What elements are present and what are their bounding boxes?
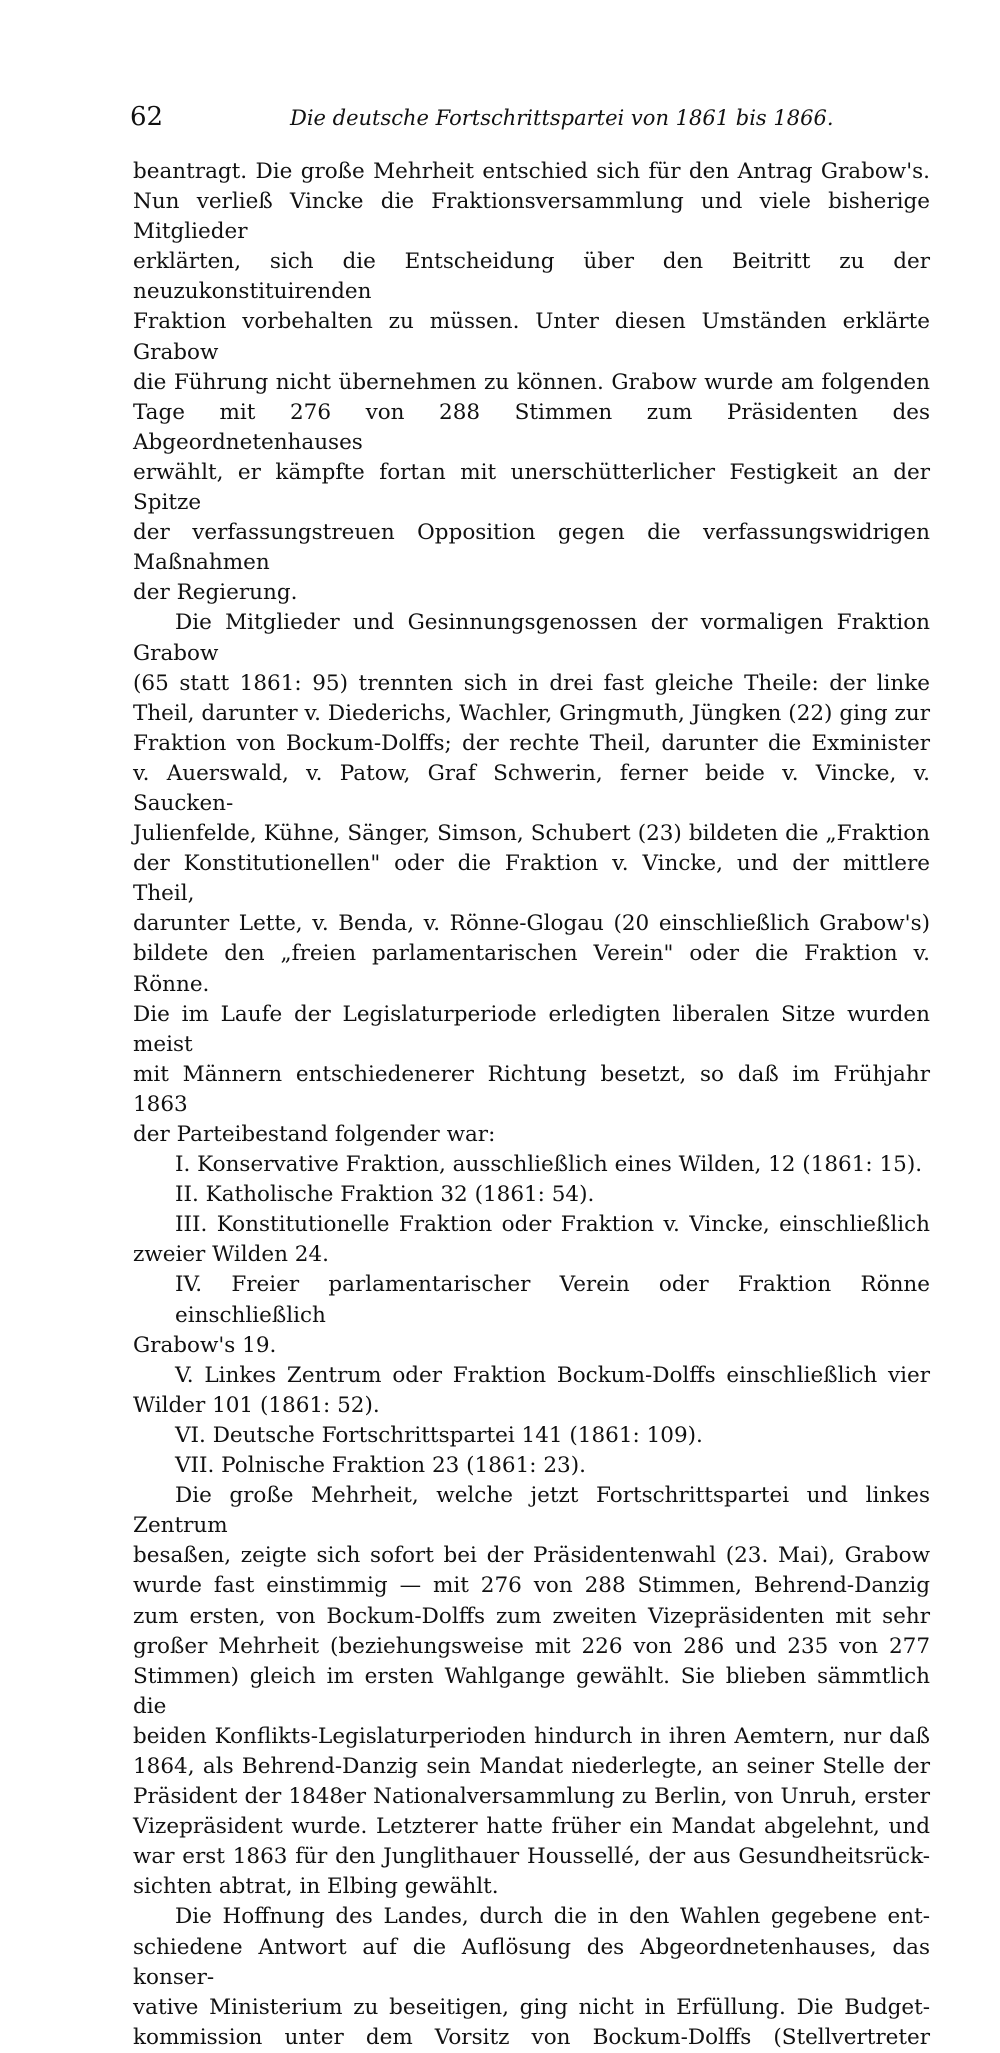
text-line: Die Mitglieder und Gesinnungsgenossen der vormaligen Fraktion Grabow — [133, 610, 930, 666]
text-line: wurde fast einstimmig — mit 276 von 288 Stimmen, Behrend-Danzig — [133, 1573, 930, 1599]
text-line: sichten abtrat, in Elbing gewählt. — [133, 1874, 499, 1900]
page-header — [130, 102, 930, 138]
list-item-line: IV. Freier parlamentarischer Verein oder Fraktion Rönne einschließlich — [175, 1272, 930, 1328]
text-line: Nun verließ Vincke die Fraktionsversammlung und viele bisherige Mitglieder — [133, 189, 930, 245]
paragraph-1 — [133, 157, 930, 608]
text-line: Die im Laufe der Legislaturperiode erledigten liberalen Sitze wurden meist — [133, 1001, 930, 1057]
paragraph-3 — [133, 1481, 930, 1902]
text-line: Tage mit 276 von 288 Stimmen zum Präsidenten des Abgeordnetenhauses — [133, 399, 930, 455]
party-list — [133, 1150, 930, 1481]
text-line: Julienfelde, Kühne, Sänger, Simson, Schubert (23) bildeten die „Fraktion — [133, 821, 930, 847]
text-line: erklärten, sich die Entscheidung über den Beitritt zu der neuzukonstituirenden — [133, 249, 930, 305]
text-line: Präsident der 1848er Nationalversammlung zu Berlin, von Unruh, erster — [133, 1784, 930, 1810]
text-line: mit Männern entschiedenerer Richtung besetzt, so daß im Frühjahr 1863 — [133, 1061, 930, 1117]
text-line: beiden Konflikts-Legislaturperioden hindurch in ihren Aemtern, nur daß — [133, 1723, 930, 1749]
list-item-line: zweier Wilden 24. — [133, 1242, 329, 1268]
text-line: v. Auerswald, v. Patow, Graf Schwerin, ferner beide v. Vincke, v. Saucken- — [133, 760, 930, 816]
text-line: Fraktion von Bockum-Dolffs; der rechte Theil, darunter die Exminister — [133, 730, 930, 756]
text-line: Stimmen) gleich im ersten Wahlgange gewählt. Sie blieben sämmtlich die — [133, 1663, 930, 1719]
text-line: war erst 1863 für den Junglithauer Houssellé, der aus Gesundheitsrück- — [133, 1844, 930, 1870]
paragraph-2 — [133, 608, 930, 1150]
text-line: der Konstitutionellen" oder die Fraktion v. Vincke, und der mittlere Theil, — [133, 851, 930, 907]
list-item-line: Wilder 101 (1861: 52). — [133, 1392, 380, 1418]
text-line: kommission unter dem Vorsitz von Bockum-Dolffs (Stellvertreter — [133, 2024, 930, 2050]
text-line: zum ersten, von Bockum-Dolffs zum zweiten Vizepräsidenten mit sehr — [133, 1603, 930, 1629]
text-line: großer Mehrheit (beziehungsweise mit 226 von 286 und 235 von 277 — [133, 1633, 930, 1659]
body-text — [133, 157, 930, 2053]
text-line: der Parteibestand folgender war: — [133, 1122, 496, 1147]
text-line: darunter Lette, v. Benda, v. Rönne-Glogau (20 einschließlich Grabow's) — [133, 911, 930, 937]
page-number: 62 — [130, 102, 164, 132]
text-line: Die große Mehrheit, welche jetzt Fortschrittspartei und linkes Zentrum — [133, 1483, 930, 1539]
text-line: Theil, darunter v. Diederichs, Wachler, Gringmuth, Jüngken (22) ging zur — [133, 700, 930, 726]
list-item-line: V. Linkes Zentrum oder Fraktion Bockum-Dolffs einschließlich vier — [175, 1362, 930, 1388]
text-line: Die Hoffnung des Landes, durch die in den Wahlen gegebene ent- — [175, 1904, 930, 1930]
text-line: bildete den „freien parlamentarischen Verein" oder die Fraktion v. Rönne. — [133, 941, 930, 997]
list-item-line: VI. Deutsche Fortschrittspartei 141 (1861: 109). — [175, 1422, 703, 1448]
list-item-line: III. Konstitutionelle Fraktion oder Fraktion v. Vincke, einschließlich — [175, 1212, 930, 1238]
text-line: vative Ministerium zu beseitigen, ging nicht in Erfüllung. Die Budget- — [133, 1994, 930, 2020]
text-line: der Regierung. — [133, 580, 298, 606]
list-item-line: VII. Polnische Fraktion 23 (1861: 23). — [175, 1453, 586, 1479]
text-line: die Führung nicht übernehmen zu können. Grabow wurde am folgenden — [133, 369, 930, 395]
running-title: Die deutsche Fortschrittspartei von 1861 bis 1866. — [290, 106, 834, 130]
text-line: beantragt. Die große Mehrheit entschied sich für den Antrag Grabow's. — [133, 159, 930, 184]
text-line: 1864, als Behrend-Danzig sein Mandat niederlegte, an seiner Stelle der — [133, 1753, 930, 1779]
paragraph-4 — [133, 1902, 930, 2052]
text-line: erwählt, er kämpfte fortan mit unerschütterlicher Festigkeit an der Spitze — [133, 459, 930, 516]
text-line: (65 statt 1861: 95) trennten sich in drei fast gleiche Theile: der linke — [133, 670, 930, 696]
list-item-line: I. Konservative Fraktion, ausschließlich eines Wilden, 12 (1861: 15). — [175, 1152, 923, 1178]
text-line: besaßen, zeigte sich sofort bei der Präsidentenwahl (23. Mai), Grabow — [133, 1543, 930, 1569]
text-line: Vizepräsident wurde. Letzterer hatte früher ein Mandat abgelehnt, und — [133, 1814, 930, 1840]
list-item-line: II. Katholische Fraktion 32 (1861: 54). — [175, 1182, 595, 1208]
text-line: der verfassungstreuen Opposition gegen die verfassungswidrigen Maßnahmen — [133, 520, 930, 576]
list-item-line: Grabow's 19. — [133, 1332, 277, 1358]
text-line: Fraktion vorbehalten zu müssen. Unter diesen Umständen erklärte Grabow — [133, 309, 930, 365]
text-line: schiedene Antwort auf die Auflösung des Abgeordnetenhauses, das konser- — [133, 1934, 930, 1990]
